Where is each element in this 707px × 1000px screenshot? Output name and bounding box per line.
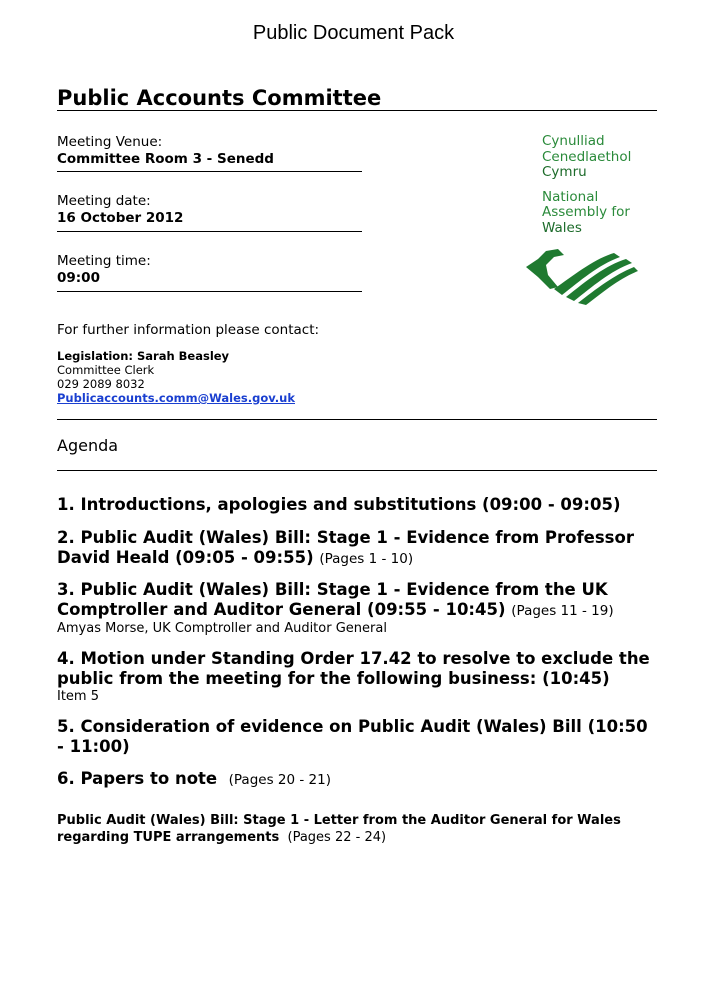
date-block bbox=[57, 193, 183, 227]
divider bbox=[57, 291, 362, 292]
logo-text: National bbox=[542, 188, 599, 205]
contact-intro: For further information please contact: bbox=[57, 322, 320, 338]
item-title: 6. Papers to note bbox=[57, 769, 218, 788]
contact-role: Committee Clerk bbox=[57, 363, 155, 377]
item-title: 5. Consideration of evidence on Public Audit (Wales) Bill (10:50 - 11:00) bbox=[57, 717, 648, 756]
assembly-logo bbox=[542, 134, 631, 236]
logo-text: Wales bbox=[542, 219, 582, 236]
agenda-item bbox=[57, 528, 657, 569]
divider bbox=[57, 110, 657, 111]
venue-label: Meeting Venue: bbox=[57, 134, 163, 150]
date-value: 16 October 2012 bbox=[57, 210, 184, 226]
time-block bbox=[57, 253, 151, 287]
item-pages: (Pages 11 - 19) bbox=[511, 603, 614, 619]
contact-email-link[interactable]: Publicaccounts.comm@Wales.gov.uk bbox=[57, 391, 295, 405]
logo-text: Assembly for bbox=[542, 204, 630, 220]
agenda-item bbox=[57, 495, 657, 515]
logo-text: Cynulliad bbox=[542, 133, 605, 149]
contact-phone: 029 2089 8032 bbox=[57, 377, 145, 391]
item-note: Amyas Morse, UK Comptroller and Auditor General bbox=[57, 621, 387, 636]
time-value: 09:00 bbox=[57, 270, 100, 286]
item-title: 1. Introductions, apologies and substitutions (09:00 - 09:05) bbox=[57, 495, 621, 514]
logo-text: Cymru bbox=[542, 164, 587, 180]
venue-block bbox=[57, 134, 274, 168]
document-pack-header: Public Document Pack bbox=[252, 22, 455, 44]
divider bbox=[57, 171, 362, 172]
agenda-item bbox=[57, 649, 657, 705]
contact-name: Legislation: Sarah Beasley bbox=[57, 349, 230, 363]
contact-block bbox=[57, 349, 295, 405]
agenda-item bbox=[57, 717, 657, 757]
item-pages: (Pages 20 - 21) bbox=[228, 772, 331, 788]
venue-value: Committee Room 3 - Senedd bbox=[57, 151, 274, 167]
item-title: 3. Public Audit (Wales) Bill: Stage 1 - Evidence from the UK Comptroller and Auditor General (09:55 - 10:45) bbox=[57, 580, 608, 619]
paper-item bbox=[57, 812, 657, 846]
date-label: Meeting date: bbox=[57, 193, 151, 209]
divider bbox=[57, 419, 657, 420]
dragon-icon bbox=[524, 245, 639, 307]
agenda-item bbox=[57, 769, 657, 790]
paper-pages: (Pages 22 - 24) bbox=[287, 830, 387, 845]
agenda-item bbox=[57, 580, 657, 637]
agenda-heading: Agenda bbox=[57, 436, 119, 455]
item-note: Item 5 bbox=[57, 689, 99, 704]
divider bbox=[57, 231, 362, 232]
time-label: Meeting time: bbox=[57, 253, 151, 269]
item-pages: (Pages 1 - 10) bbox=[319, 551, 414, 567]
item-title: 2. Public Audit (Wales) Bill: Stage 1 - Evidence from Professor David Heald (09:05 - 09:55) bbox=[57, 528, 634, 567]
divider bbox=[57, 470, 657, 471]
item-title: 4. Motion under Standing Order 17.42 to resolve to exclude the public from the meeting for the following business: (10:45) bbox=[57, 649, 650, 688]
committee-title: Public Accounts Committee bbox=[57, 86, 382, 110]
logo-text: Cenedlaethol bbox=[542, 148, 632, 165]
paper-title: Public Audit (Wales) Bill: Stage 1 - Letter from the Auditor General for Wales regarding TUPE arrangements bbox=[57, 813, 621, 845]
